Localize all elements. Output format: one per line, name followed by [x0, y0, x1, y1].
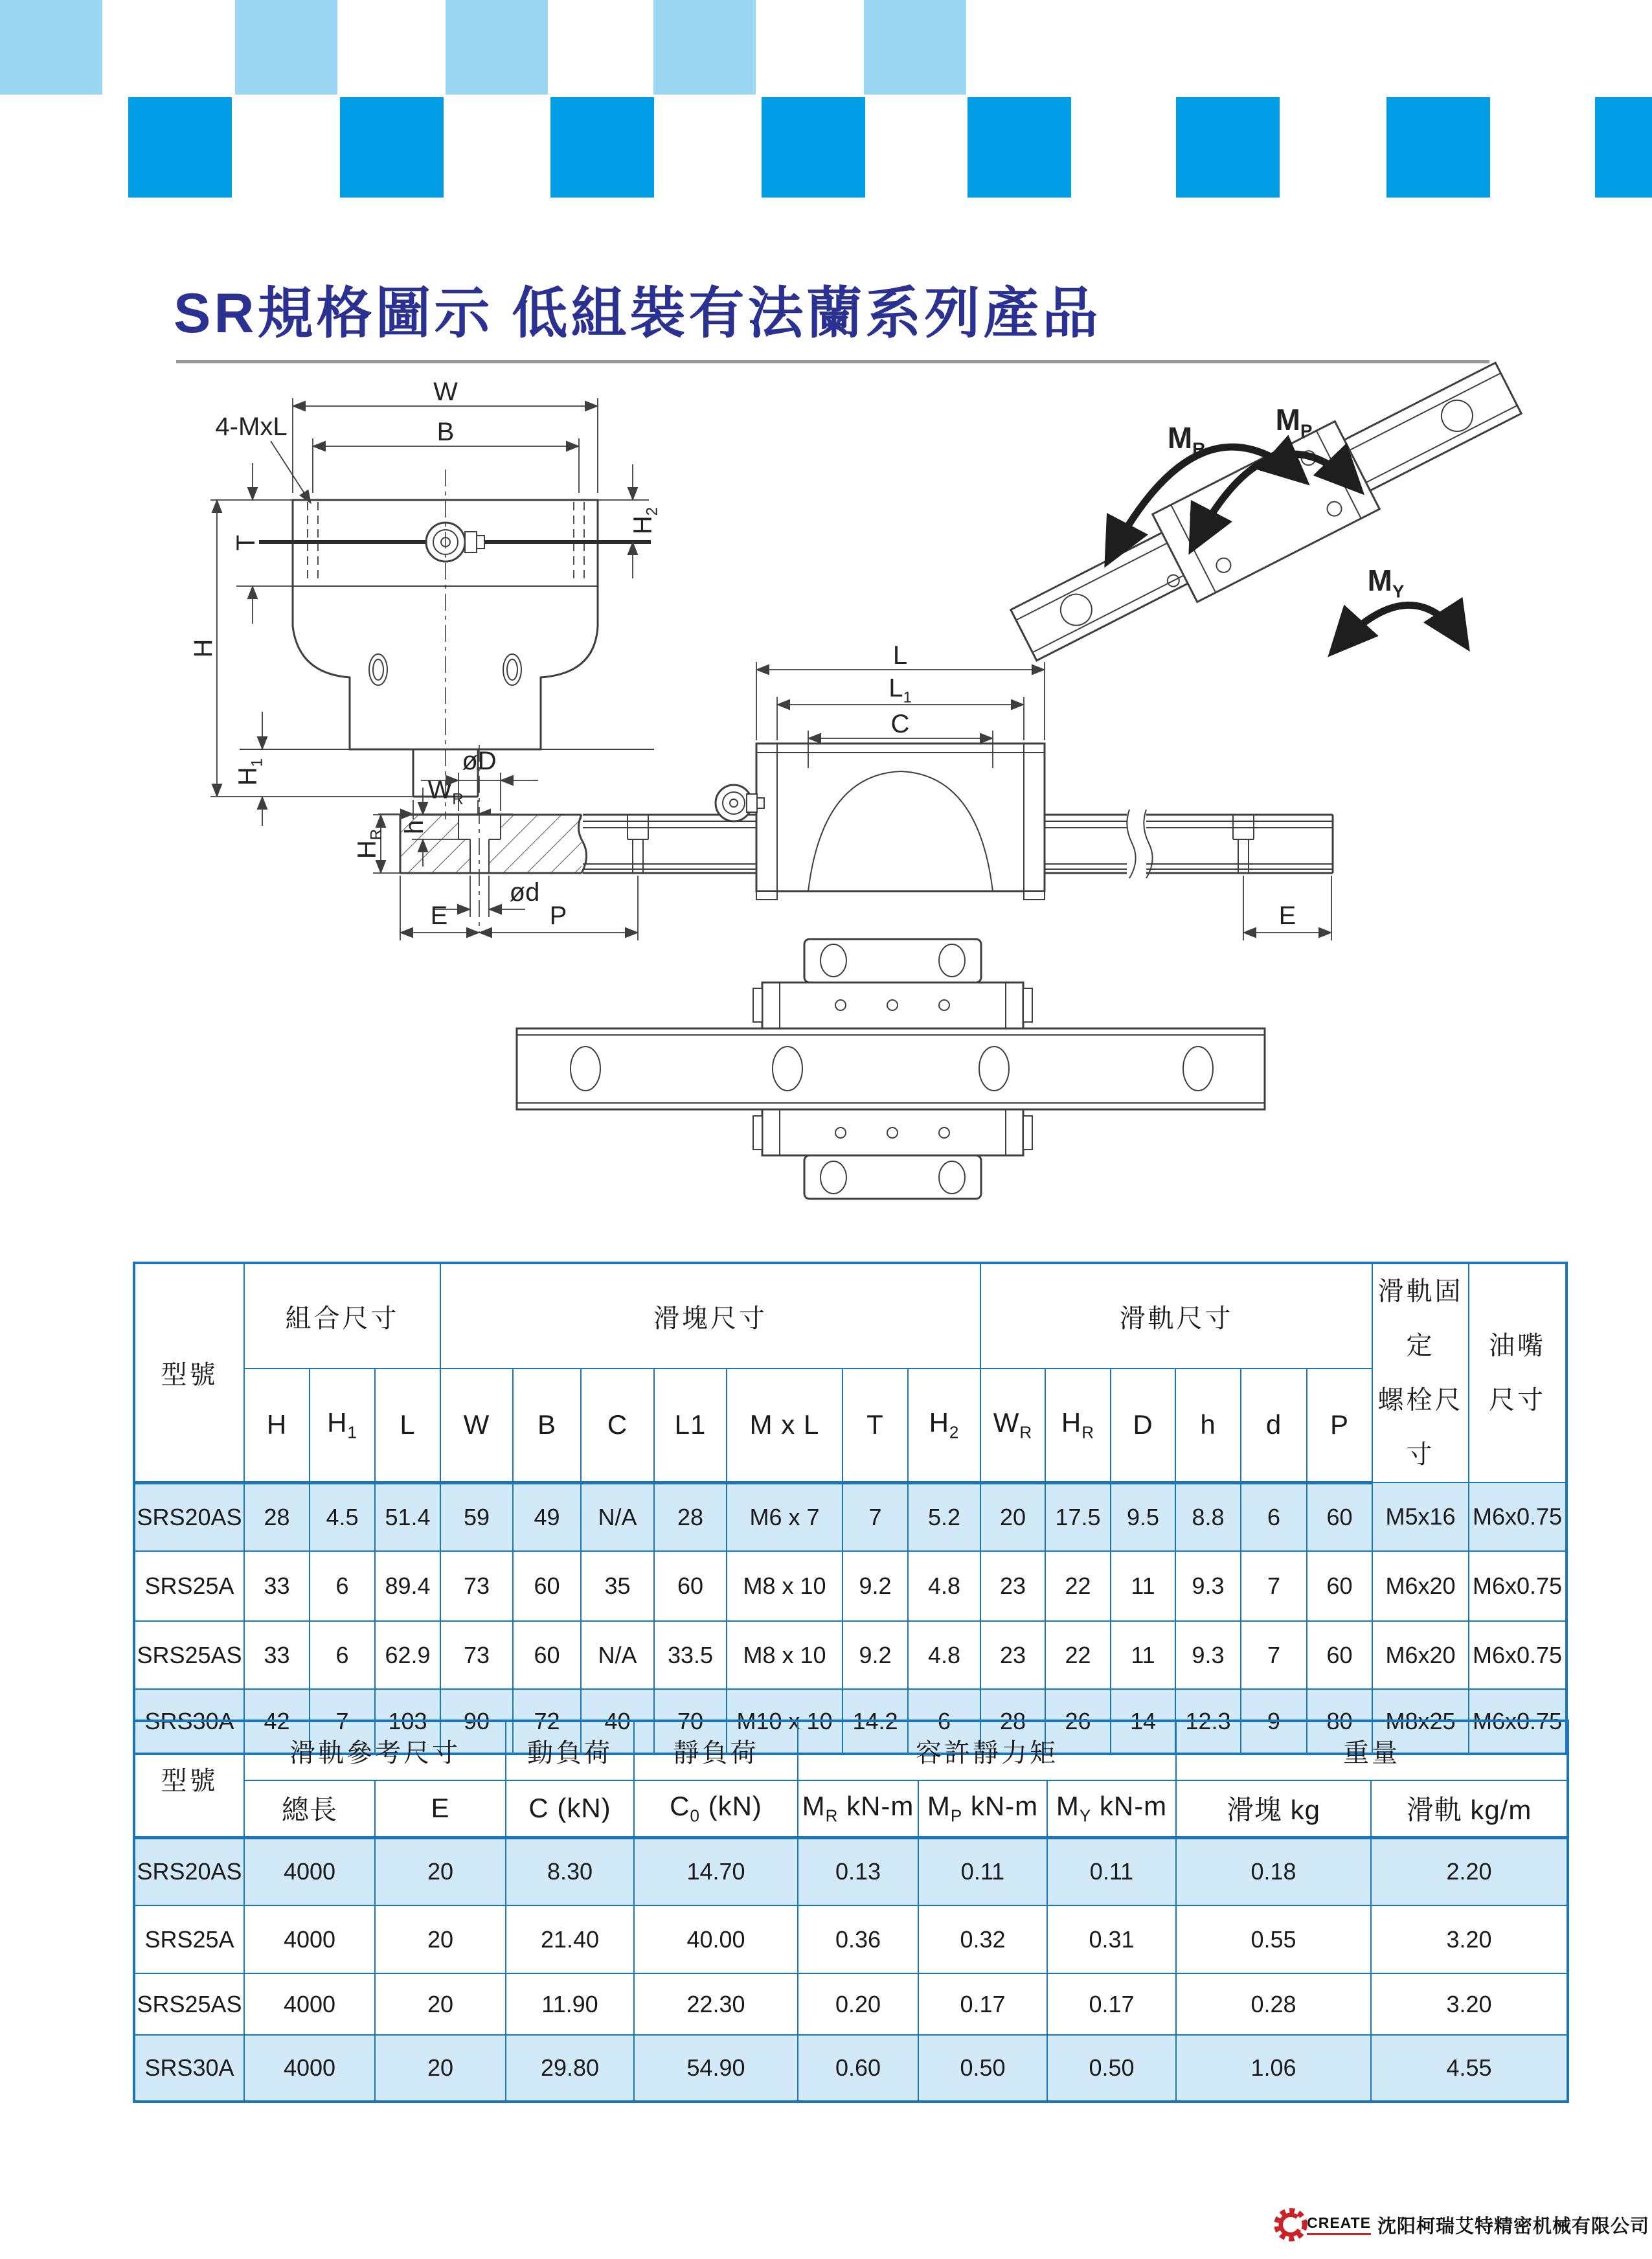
value-cell: 70 [654, 1689, 727, 1754]
value-cell: 14.2 [843, 1689, 908, 1754]
value-cell: M8 x 10 [727, 1551, 843, 1621]
header-pattern-square [128, 97, 232, 198]
value-cell: 0.28 [1176, 1973, 1371, 2035]
value-cell: 59 [440, 1482, 513, 1551]
model-cell: SRS25A [134, 1551, 244, 1621]
value-cell: 0.36 [798, 1905, 918, 1973]
value-cell: 33.5 [654, 1621, 727, 1689]
value-cell: 5.2 [908, 1482, 980, 1551]
value-cell: 40.00 [634, 1905, 798, 1973]
block-side [756, 744, 1045, 900]
value-cell: N/A [581, 1482, 654, 1551]
value-cell: 60 [1307, 1621, 1372, 1689]
dim-label-e-left: E [430, 902, 448, 930]
col-subheader: $M_R$ kN-m [798, 1780, 918, 1837]
value-cell: 28 [654, 1482, 727, 1551]
isometric-view-svg [997, 358, 1535, 662]
value-cell: M6x0.75 [1469, 1621, 1567, 1689]
side-view-svg [352, 640, 1365, 951]
value-cell: 17.5 [1045, 1482, 1111, 1551]
value-cell: 9.3 [1175, 1621, 1241, 1689]
dim-label-b: B [436, 418, 455, 446]
header-pattern-square [235, 0, 337, 95]
value-cell: 0.50 [918, 2035, 1047, 2102]
value-cell: 0.50 [1047, 2035, 1176, 2102]
col-subheader: $H_2$ [908, 1368, 980, 1482]
value-cell: 73 [440, 1621, 513, 1689]
model-cell: SRS30A [134, 1689, 244, 1754]
value-cell: 9.3 [1175, 1551, 1241, 1621]
footer [1272, 2206, 1649, 2243]
value-cell: 29.80 [506, 2035, 634, 2102]
col-subheader: W [440, 1368, 513, 1482]
value-cell: 35 [581, 1551, 654, 1621]
col-subheader: $W_R$ [980, 1368, 1045, 1482]
dim-label-c: C [890, 710, 910, 738]
value-cell: 7 [1241, 1621, 1307, 1689]
value-cell: 4000 [244, 2035, 375, 2102]
value-cell: 6 [908, 1689, 980, 1754]
value-cell: M8x25 [1372, 1689, 1469, 1754]
value-cell: 23 [980, 1551, 1045, 1621]
col-header-model: 型號 [134, 1721, 244, 1837]
value-cell: 4.8 [908, 1551, 980, 1621]
value-cell: 0.18 [1176, 1837, 1371, 1905]
value-cell: M6x20 [1372, 1621, 1469, 1689]
value-cell: 6 [310, 1621, 375, 1689]
value-cell: 60 [654, 1551, 727, 1621]
col-subheader: 滑軌 kg/m [1371, 1780, 1568, 1837]
value-cell: 0.13 [798, 1837, 918, 1905]
moment-label-mp: $M_P$ [1275, 403, 1313, 441]
value-cell: M8 x 10 [727, 1621, 843, 1689]
value-cell: M6x0.75 [1469, 1482, 1567, 1551]
value-cell: 2.20 [1371, 1837, 1568, 1905]
value-cell: 0.31 [1047, 1905, 1176, 1973]
value-cell: 22 [1045, 1551, 1111, 1621]
table-row [134, 2035, 1568, 2102]
value-cell: 11 [1111, 1551, 1175, 1621]
table-row [134, 1621, 1567, 1689]
value-cell: 28 [244, 1482, 310, 1551]
value-cell: 40 [581, 1689, 654, 1754]
value-cell: N/A [581, 1621, 654, 1689]
col-group-header: 滑塊尺寸 [440, 1263, 980, 1368]
value-cell: 4.8 [908, 1621, 980, 1689]
value-cell: 12.3 [1175, 1689, 1241, 1754]
value-cell: 28 [980, 1689, 1045, 1754]
value-cell: 11 [1111, 1621, 1175, 1689]
value-cell: 0.11 [1047, 1837, 1176, 1905]
value-cell: 62.9 [375, 1621, 440, 1689]
plan-view-drawing [478, 925, 1333, 1216]
value-cell: 20 [375, 1905, 506, 1973]
load-table-wrap [133, 1720, 1569, 2103]
dim-label-w: W [433, 378, 458, 406]
logo-text: CREATE [1307, 2214, 1371, 2235]
col-subheader: $H_R$ [1045, 1368, 1111, 1482]
dim-label-l: L [892, 641, 908, 670]
col-subheader: $H_1$ [310, 1368, 375, 1482]
value-cell: 89.4 [375, 1551, 440, 1621]
value-cell: 90 [440, 1689, 513, 1754]
col-subheader: C [581, 1368, 654, 1482]
value-cell: 20 [980, 1482, 1045, 1551]
value-cell: 4000 [244, 1973, 375, 2035]
dim-label-l1: $L_1$ [888, 674, 912, 707]
dim-label-h1: $H_1$ [233, 758, 266, 786]
plan-view-svg [478, 925, 1333, 1216]
dim-label-wr: $W_R$ [427, 775, 464, 808]
col-subheader: B [513, 1368, 581, 1482]
rail-and-block [1001, 358, 1530, 662]
value-cell: 9.5 [1111, 1482, 1175, 1551]
col-subheader: 總長 [244, 1780, 375, 1837]
value-cell: 80 [1307, 1689, 1372, 1754]
value-cell: 60 [513, 1621, 581, 1689]
value-cell: 20 [375, 1973, 506, 2035]
value-cell: 103 [375, 1689, 440, 1754]
col-header-tall: 滑軌固定 螺栓尺寸 [1372, 1263, 1469, 1482]
col-header-model: 型號 [134, 1263, 244, 1482]
dimension-table-wrap [133, 1262, 1568, 1755]
value-cell: M5x16 [1372, 1482, 1469, 1551]
col-subheader: h [1175, 1368, 1241, 1482]
col-subheader: $M_P$ kN-m [918, 1780, 1047, 1837]
header-pattern-square [0, 0, 102, 95]
value-cell: 49 [513, 1482, 581, 1551]
value-cell: 9.2 [843, 1621, 908, 1689]
value-cell: 4.5 [310, 1482, 375, 1551]
company-name: 沈阳柯瑞艾特精密机械有限公司 [1377, 2216, 1649, 2237]
value-cell: 33 [244, 1621, 310, 1689]
value-cell: M6 x 7 [727, 1482, 843, 1551]
value-cell: 0.55 [1176, 1905, 1371, 1973]
value-cell: 14.70 [634, 1837, 798, 1905]
header-pattern-square [446, 0, 548, 95]
value-cell: M6x0.75 [1469, 1689, 1567, 1754]
page-title: SR規格圖示 低組裝有法蘭系列產品 [174, 282, 1102, 345]
value-cell: 9 [1241, 1689, 1307, 1754]
col-subheader: $C_0$ (kN) [634, 1780, 798, 1837]
col-group-header: 靜負荷 [634, 1721, 798, 1780]
value-cell: M6x0.75 [1469, 1551, 1567, 1621]
header-pattern-square [1386, 97, 1490, 198]
isometric-view-drawing [997, 358, 1535, 662]
value-cell: 72 [513, 1689, 581, 1754]
value-cell: 22.30 [634, 1973, 798, 2035]
value-cell: 4000 [244, 1837, 375, 1905]
value-cell: 0.60 [798, 2035, 918, 2102]
value-cell: 6 [310, 1551, 375, 1621]
header-pattern-square [967, 97, 1071, 198]
value-cell: 60 [513, 1551, 581, 1621]
col-subheader: M x L [727, 1368, 843, 1482]
dim-label-h: H [189, 639, 218, 658]
header-pattern-square [762, 97, 865, 198]
value-cell: 14 [1111, 1689, 1175, 1754]
value-cell: 4.55 [1371, 2035, 1568, 2102]
col-group-header: 容許靜力矩 [798, 1721, 1176, 1780]
value-cell: 3.20 [1371, 1905, 1568, 1973]
dim-label-e-right: E [1278, 902, 1296, 930]
col-subheader: L [375, 1368, 440, 1482]
create-gear-logo-icon [1272, 2206, 1309, 2243]
col-header-tall: 油嘴 尺寸 [1469, 1263, 1567, 1482]
value-cell: 7 [1241, 1551, 1307, 1621]
header-pattern-square [653, 0, 756, 95]
value-cell: 0.17 [1047, 1973, 1176, 2035]
col-group-header: 滑軌尺寸 [980, 1263, 1372, 1368]
value-cell: 42 [244, 1689, 310, 1754]
col-subheader: D [1111, 1368, 1175, 1482]
model-cell: SRS25AS [134, 1621, 244, 1689]
col-subheader: 滑塊 kg [1176, 1780, 1371, 1837]
model-cell: SRS25AS [134, 1973, 244, 2035]
value-cell: 26 [1045, 1689, 1111, 1754]
value-cell: 20 [375, 2035, 506, 2102]
model-cell: SRS30A [134, 2035, 244, 2102]
col-group-header: 動負荷 [506, 1721, 634, 1780]
value-cell: 0.17 [918, 1973, 1047, 2035]
col-subheader: P [1307, 1368, 1372, 1482]
value-cell: 54.90 [634, 2035, 798, 2102]
value-cell: 21.40 [506, 1905, 634, 1973]
side-view-drawing [352, 640, 1365, 951]
value-cell: 1.06 [1176, 2035, 1371, 2102]
dim-label-t: T [232, 534, 260, 551]
col-subheader: $M_Y$ kN-m [1047, 1780, 1176, 1837]
value-cell: M10 x 10 [727, 1689, 843, 1754]
value-cell: 7 [843, 1482, 908, 1551]
value-cell: 60 [1307, 1482, 1372, 1551]
table-row [134, 1905, 1568, 1973]
value-cell: 0.11 [918, 1837, 1047, 1905]
header-pattern-square [864, 0, 966, 95]
value-cell: 8.30 [506, 1837, 634, 1905]
header-pattern-square [550, 97, 654, 198]
header-pattern-square [1595, 97, 1652, 198]
value-cell: 20 [375, 1837, 506, 1905]
value-cell: 51.4 [375, 1482, 440, 1551]
header-pattern-square [340, 97, 444, 198]
moment-label-mr: $M_R$ [1167, 421, 1206, 459]
col-subheader: d [1241, 1368, 1307, 1482]
dim-label-od2: ød [509, 878, 540, 907]
col-subheader: T [843, 1368, 908, 1482]
value-cell: 73 [440, 1551, 513, 1621]
value-cell: 22 [1045, 1621, 1111, 1689]
col-group-header: 組合尺寸 [244, 1263, 440, 1368]
value-cell: 0.20 [798, 1973, 918, 2035]
dimension-table [133, 1262, 1568, 1755]
table-row [134, 1973, 1568, 2035]
moment-label-my: $M_Y$ [1367, 563, 1405, 602]
dim-label-p: P [549, 902, 567, 930]
value-cell: 0.32 [918, 1905, 1047, 1973]
model-cell: SRS20AS [134, 1837, 244, 1905]
dim-label-hr: $H_R$ [352, 828, 385, 859]
col-subheader: H [244, 1368, 310, 1482]
value-cell: 11.90 [506, 1973, 634, 2035]
value-cell: 7 [310, 1689, 375, 1754]
col-group-header: 滑軌參考尺寸 [244, 1721, 506, 1780]
value-cell: 3.20 [1371, 1973, 1568, 2035]
table-row [134, 1551, 1567, 1621]
value-cell: 60 [1307, 1551, 1372, 1621]
value-cell: 8.8 [1175, 1482, 1241, 1551]
dim-label-h2: $H_2$ [628, 506, 661, 535]
model-cell: SRS25A [134, 1905, 244, 1973]
value-cell: M6x20 [1372, 1551, 1469, 1621]
col-subheader: E [375, 1780, 506, 1837]
col-subheader: L1 [654, 1368, 727, 1482]
table-row [134, 1837, 1568, 1905]
model-cell: SRS20AS [134, 1482, 244, 1551]
dim-label-od: øD [462, 747, 497, 775]
table-row [134, 1482, 1567, 1551]
value-cell: 4000 [244, 1905, 375, 1973]
load-rating-table [133, 1720, 1569, 2103]
value-cell: 9.2 [843, 1551, 908, 1621]
header-pattern-square [1176, 97, 1280, 198]
value-cell: 23 [980, 1621, 1045, 1689]
dim-label-h-small: h [400, 819, 429, 835]
col-group-header: 重量 [1176, 1721, 1568, 1780]
dim-label-bolt: 4-MxL [215, 413, 288, 441]
value-cell: 33 [244, 1551, 310, 1621]
col-subheader: C (kN) [506, 1780, 634, 1837]
value-cell: 6 [1241, 1482, 1307, 1551]
rail-plan [517, 1028, 1265, 1109]
